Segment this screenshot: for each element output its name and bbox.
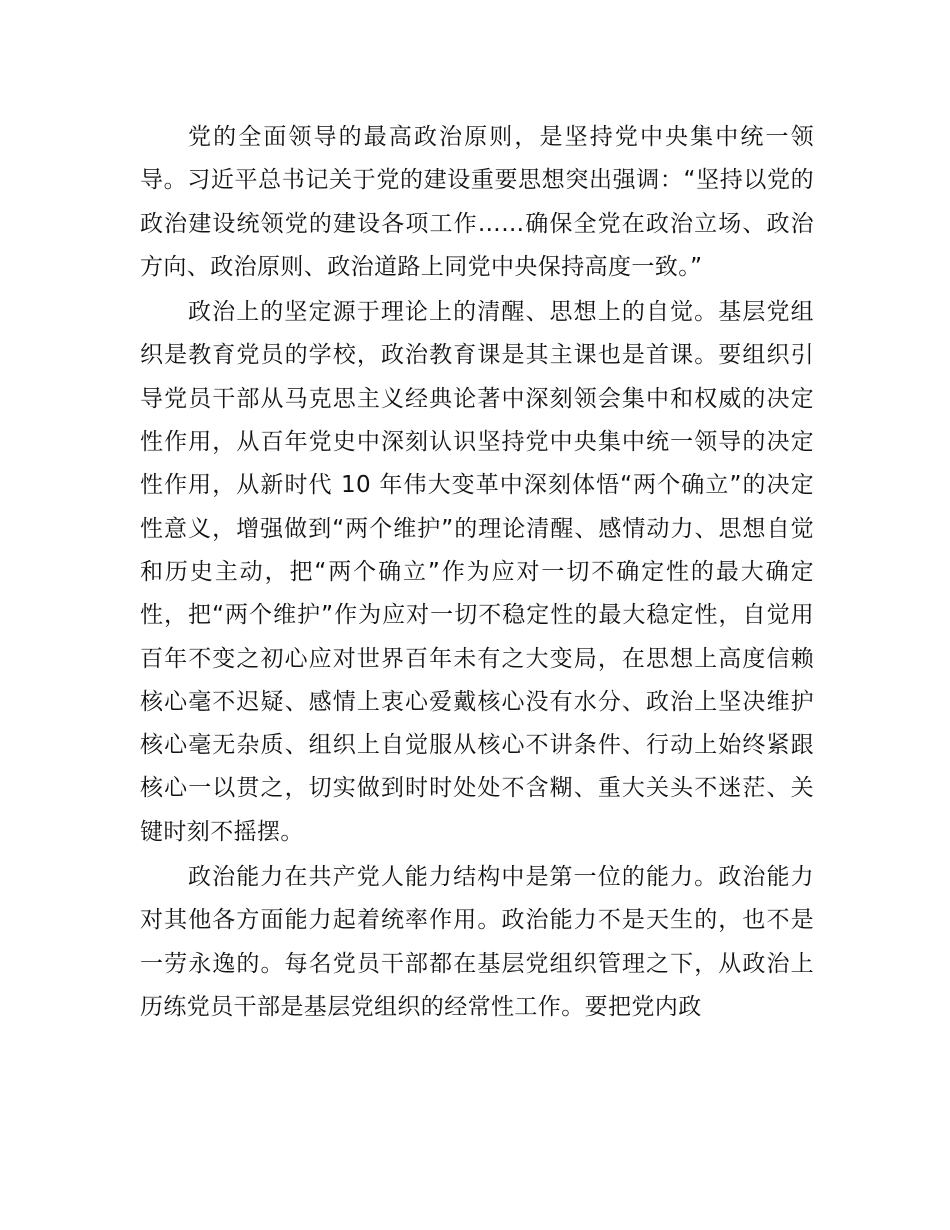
paragraph-2: 政治上的坚定源于理论上的清醒、思想上的自觉。基层党组织是教育党员的学校，政治教育课是其主课也是首课。要组织引导党员干部从马克思主义经典论著中深刻领会集中和权威的决定性作用，从百年党史中深刻认识坚持党中央集中统一领导的决定性作用，从新时代 10 年伟大变革中深刻体悟“两个确立”的决定性意义，增强做到“两个维护”的理论清醒、感情动力、思想自觉和历史主动，把“两个确立”作为应对一切不确定性的最大确定性，把“两个维护”作为应对一切不稳定性的最大稳定性，自觉用百年不变之初心应对世界百年未有之大变局，在思想上高度信赖核心毫不迟疑、感情上衷心爱戴核心没有水分、政治上坚决维护核心毫无杂质、组织上自觉服从核心不讲条件、行动上始终紧跟核心一以贯之，切实做到时时处处不含糊、重大关头不迷茫、关键时刻不摇摆。 bbox=[140, 299, 814, 845]
paragraph-3: 政治能力在共产党人能力结构中是第一位的能力。政治能力对其他各方面能力起着统率作用。政治能力不是天生的，也不是一劳永逸的。每名党员干部都在基层党组织管理之下，从政治上历练党员干部是基层党组织的经常性工作。要把党内政 bbox=[140, 864, 814, 1020]
paragraph-1: 党的全面领导的最高政治原则，是坚持党中央集中统一领导。习近平总书记关于党的建设重要思想突出强调：“坚持以党的政治建设统领党的建设各项工作……确保全党在政治立场、政治方向、政治原则、政治道路上同党中央保持高度一致。” bbox=[140, 124, 814, 280]
document-body bbox=[140, 116, 814, 1029]
